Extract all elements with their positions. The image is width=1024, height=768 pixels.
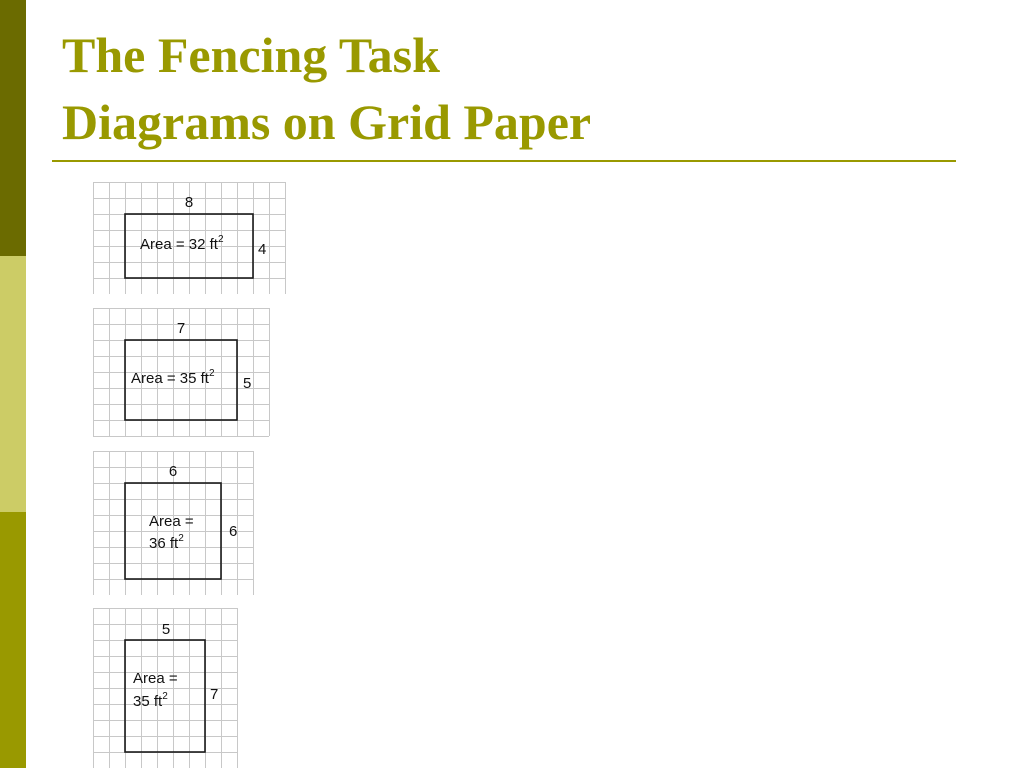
width-label: 7: [176, 320, 186, 337]
sidebar-accent-bar: [0, 0, 26, 768]
grid-diagram-4: [93, 608, 238, 768]
sidebar-segment-mid: [0, 512, 26, 768]
slide-title: [62, 22, 591, 156]
grid-diagram-4-svg: [93, 608, 238, 768]
width-label: 8: [184, 194, 194, 211]
area-label: Area = 35 $ft^2$: [131, 368, 215, 387]
grid-diagram-1-svg: [93, 182, 286, 294]
area-label: Area = 32 $ft^2$: [140, 234, 224, 253]
area-label-line-2: 36 $ft^2$: [149, 533, 184, 552]
area-label-line-2: 35 $ft^2$: [133, 691, 168, 710]
sidebar-segment-light: [0, 256, 26, 512]
height-label: 6: [229, 523, 238, 540]
height-label: 4: [258, 241, 267, 258]
sidebar-segment-dark: [0, 0, 26, 256]
grid-diagram-3-svg: [93, 451, 254, 595]
grid-diagram-2-svg: [93, 308, 270, 437]
height-label: 7: [210, 686, 219, 703]
grid-diagram-1: [93, 182, 286, 294]
title-underline: [52, 160, 956, 162]
width-label: 5: [161, 621, 171, 638]
area-label-line-1: Area =: [149, 513, 194, 530]
title-line-1: The Fencing Task: [62, 27, 440, 83]
grid-diagram-2: [93, 308, 270, 437]
height-label: 5: [243, 375, 252, 392]
title-line-2: Diagrams on Grid Paper: [62, 94, 592, 150]
width-label: 6: [168, 463, 178, 480]
area-label-line-1: Area =: [133, 670, 178, 687]
grid-diagram-3: [93, 451, 254, 595]
